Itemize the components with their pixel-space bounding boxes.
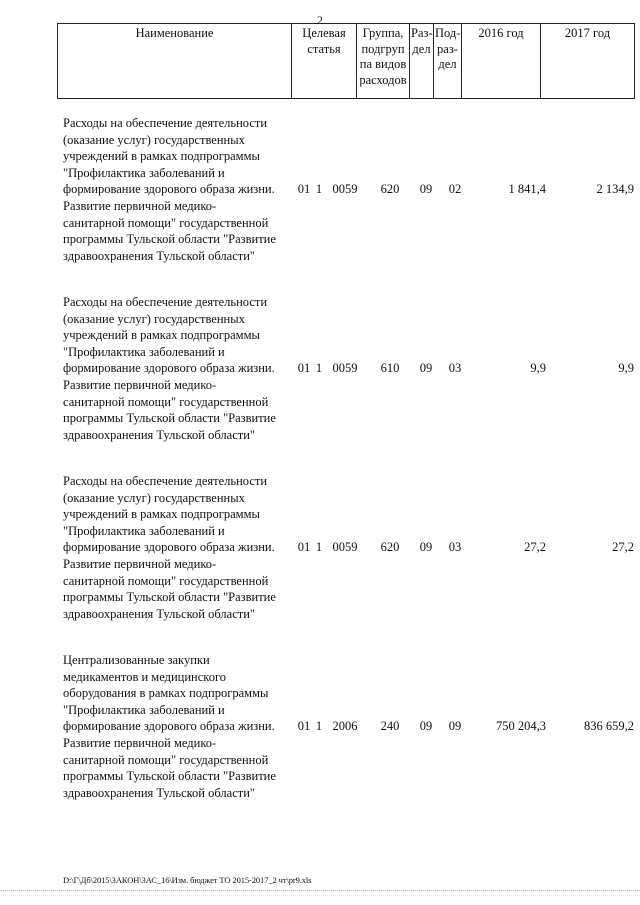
row-name-line: здравоохранения Тульской области" [63,427,256,442]
value-2017: 836 659,2 [584,719,634,734]
header-2017: 2017 год [541,24,635,99]
header-article: Целевая статья [292,24,357,99]
footer-divider [0,890,640,892]
code-part-2: 1 [315,719,323,734]
row-name-line: формирование здорового образа жизни. [63,361,275,376]
group-code: 240 [380,719,400,734]
row-name-line: учреждений в рамках подпрограммы [63,328,260,343]
code-part-1: 01 [297,540,311,555]
header-subsection: Под- раз- дел [434,24,462,99]
code-part-3: 0059 [332,540,358,555]
row-name-line: санитарной помощи" государственной [63,215,269,230]
group-code: 620 [380,540,400,555]
row-name-line: формирование здорового образа жизни. [63,719,275,734]
row-name [63,473,303,622]
row-name-line: программы Тульской области "Развитие [63,232,276,247]
row-name-line: санитарной помощи" государственной [63,752,269,767]
header-group: Группа, подгруп па видов расходов [357,24,410,99]
code-part-2: 1 [315,182,323,197]
row-name-line: санитарной помощи" государственной [63,573,269,588]
row-name-line: программы Тульской области "Развитие [63,769,276,784]
header-section: Раз- дел [410,24,434,99]
row-name-line: (оказание услуг) государственных [63,490,245,505]
row-name-line: учреждений в рамках подпрограммы [63,149,260,164]
code-part-2: 1 [315,540,323,555]
row-name-line: формирование здорового образа жизни. [63,182,275,197]
subsection-code: 03 [448,361,462,376]
row-name-line: Расходы на обеспечение деятельности [63,474,268,488]
row-name-line: здравоохранения Тульской области" [63,606,256,621]
value-2016: 9,9 [530,361,546,376]
subsection-code: 02 [448,182,462,197]
section-code: 09 [419,361,433,376]
row-name-line: Расходы на обеспечение деятельности [63,116,268,130]
row-name-line: санитарной помощи" государственной [63,394,269,409]
row-name-line: Расходы на обеспечение деятельности [63,295,268,309]
row-name-line: здравоохранения Тульской области" [63,785,256,800]
row-name [63,652,303,801]
code-part-1: 01 [297,719,311,734]
value-2016: 27,2 [524,540,546,555]
page-number: 2 [317,13,323,27]
row-name-line: Развитие первичной медико- [63,735,217,750]
section-code: 09 [419,182,433,197]
row-name-line: Развитие первичной медико- [63,377,217,392]
section-code: 09 [419,719,433,734]
group-code: 620 [380,182,400,197]
value-2017: 2 134,9 [596,182,634,197]
code-part-3: 2006 [332,719,358,734]
table-header [57,23,635,99]
row-name-line: (оказание услуг) государственных [63,311,245,326]
row-name-line: формирование здорового образа жизни. [63,540,275,555]
row-name-line: медикаментов и медицинского [63,669,227,684]
row-name-line: (оказание услуг) государственных [63,132,245,147]
row-name-line: программы Тульской области "Развитие [63,590,276,605]
row-name [63,115,303,264]
section-code: 09 [419,540,433,555]
row-name-line: "Профилактика заболеваний и [63,523,225,538]
value-2016: 1 841,4 [508,182,546,197]
code-part-1: 01 [297,361,311,376]
group-code: 610 [380,361,400,376]
code-part-2: 1 [315,361,323,376]
value-2017: 9,9 [618,361,634,376]
row-name-line: оборудования в рамках подпрограммы [63,686,269,701]
row-name [63,294,303,443]
subsection-code: 03 [448,540,462,555]
subsection-code: 09 [448,719,462,734]
row-name-line: Развитие первичной медико- [63,198,217,213]
header-2016: 2016 год [462,24,541,99]
row-name-line: программы Тульской области "Развитие [63,411,276,426]
row-name-line: учреждений в рамках подпрограммы [63,507,260,522]
row-name-line: "Профилактика заболеваний и [63,702,225,717]
code-part-3: 0059 [332,361,358,376]
code-part-3: 0059 [332,182,358,197]
code-part-1: 01 [297,182,311,197]
row-name-line: Развитие первичной медико- [63,556,217,571]
row-name-line: "Профилактика заболеваний и [63,165,225,180]
header-name: Наименование [58,24,292,99]
value-2016: 750 204,3 [496,719,546,734]
row-name-line: Централизованные закупки [63,653,210,667]
file-path-footer: D:\Г\Дб\2015\ЗАКОН\ЗАС_16\Изм. бюджет ТО 2015-2017_2 чт\pr9.xls [63,875,312,885]
row-name-line: "Профилактика заболеваний и [63,344,225,359]
row-name-line: здравоохранения Тульской области" [63,248,256,263]
value-2017: 27,2 [612,540,634,555]
